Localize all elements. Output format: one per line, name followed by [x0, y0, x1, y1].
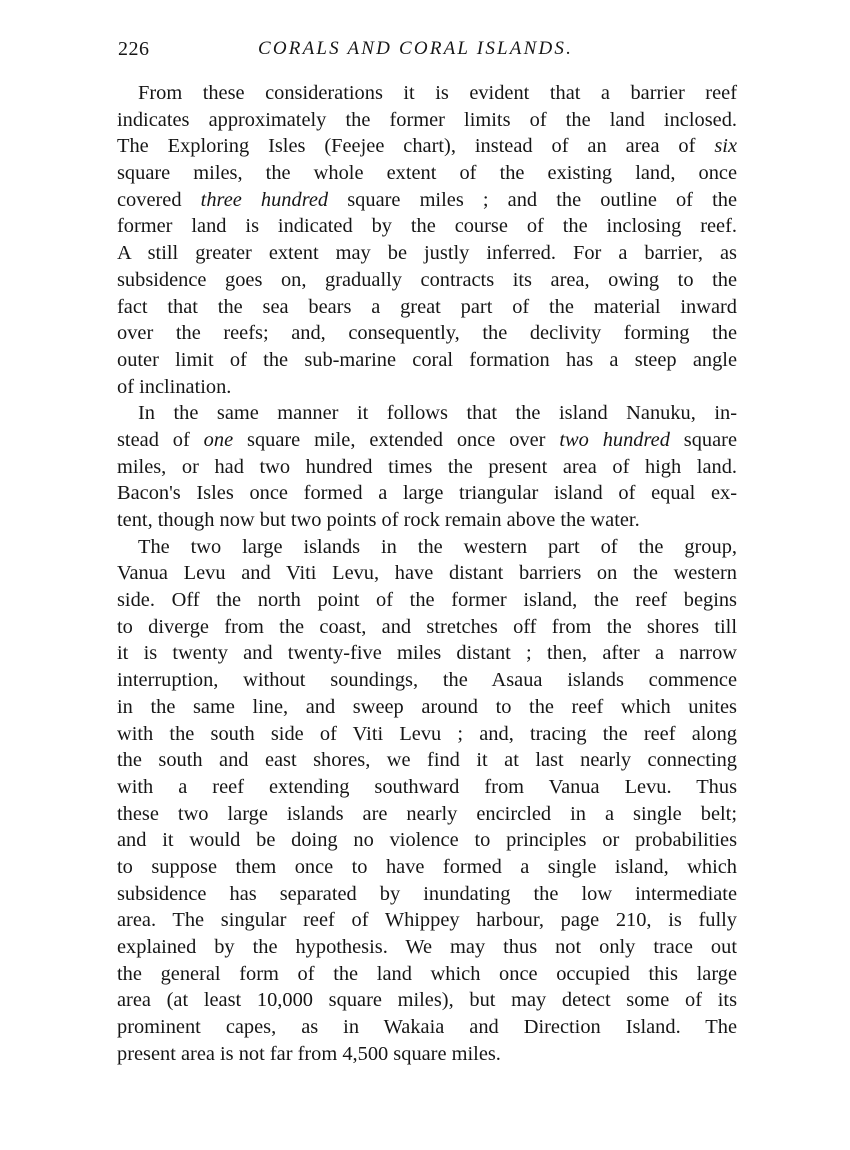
text-line: outer limit of the sub-marine coral formation has a steep angle: [117, 348, 737, 371]
text-line: indicates approximately the former limits of the land inclosed.: [117, 108, 737, 131]
text-line: subsidence has separated by inundating the low intermediate: [117, 882, 737, 905]
text-line: over the reefs; and, consequently, the declivity forming the: [117, 322, 737, 345]
text-line: The two large islands in the western part of the group,: [138, 535, 737, 558]
text-line: square miles, the whole extent of the existing land, once: [117, 162, 737, 185]
text-line: From these considerations it is evident that a barrier reef: [138, 82, 737, 104]
text-line: covered three hundred square miles ; and the outline of the: [117, 188, 737, 211]
text-line: it is twenty and twenty-five miles distant ; then, after a narrow: [117, 642, 737, 665]
text-line: area (at least 10,000 square miles), but may detect some of its: [117, 989, 737, 1012]
text-line: prominent capes, as in Wakaia and Direction Island. The: [117, 1016, 737, 1039]
body-text: [117, 80, 737, 1067]
text-line: to diverge from the coast, and stretches off from the shores till: [117, 615, 737, 638]
text-line: with the south side of Viti Levu ; and, tracing the reef along: [117, 722, 737, 745]
paragraph-3: [117, 534, 737, 1068]
running-head: [118, 38, 738, 68]
text-line: subsidence goes on, gradually contracts its area, owing to the: [117, 268, 737, 291]
text-line: the general form of the land which once occupied this large: [117, 962, 737, 985]
paragraph-1: [117, 80, 737, 400]
text-line: explained by the hypothesis. We may thus not only trace out: [117, 936, 737, 958]
text-line: The Exploring Isles (Feejee chart), instead of an area of six: [117, 135, 737, 158]
text-line: fact that the sea bears a great part of the material inward: [117, 295, 737, 318]
text-line: to suppose them once to have formed a single island, which: [117, 855, 737, 878]
text-line: Bacon's Isles once formed a large triangular island of equal ex-: [117, 482, 737, 505]
text-line: A still greater extent may be justly inferred. For a barrier, as: [117, 242, 737, 265]
paragraph-2: [117, 400, 737, 533]
text-line: and it would be doing no violence to principles or probabilities: [117, 829, 737, 852]
text-line: in the same line, and sweep around to the reef which unites: [117, 695, 737, 718]
text-line: interruption, without soundings, the Asaua islands commence: [117, 669, 737, 692]
running-title: CORALS AND CORAL ISLANDS.: [258, 38, 574, 59]
text-line: In the same manner it follows that the island Nanuku, in-: [138, 402, 737, 425]
text-line: these two large islands are nearly encircled in a single belt;: [117, 802, 737, 825]
text-line: of inclination.: [117, 375, 232, 398]
text-line: the south and east shores, we find it at last nearly connecting: [117, 749, 737, 772]
text-line: with a reef extending southward from Vanua Levu. Thus: [117, 775, 737, 798]
text-line: side. Off the north point of the former island, the reef begins: [117, 589, 737, 612]
text-line: present area is not far from 4,500 square miles.: [117, 1042, 501, 1065]
text-line: stead of one square mile, extended once over two hundred square: [117, 428, 738, 451]
text-line: former land is indicated by the course of the inclosing reef.: [117, 215, 737, 238]
page-number: 226: [118, 38, 150, 60]
text-line: area. The singular reef of Whippey harbour, page 210, is fully: [117, 909, 737, 932]
text-line: miles, or had two hundred times the present area of high land.: [117, 455, 737, 478]
text-line: Vanua Levu and Viti Levu, have distant barriers on the western: [117, 562, 737, 585]
text-line: tent, though now but two points of rock remain above the water.: [117, 509, 640, 531]
